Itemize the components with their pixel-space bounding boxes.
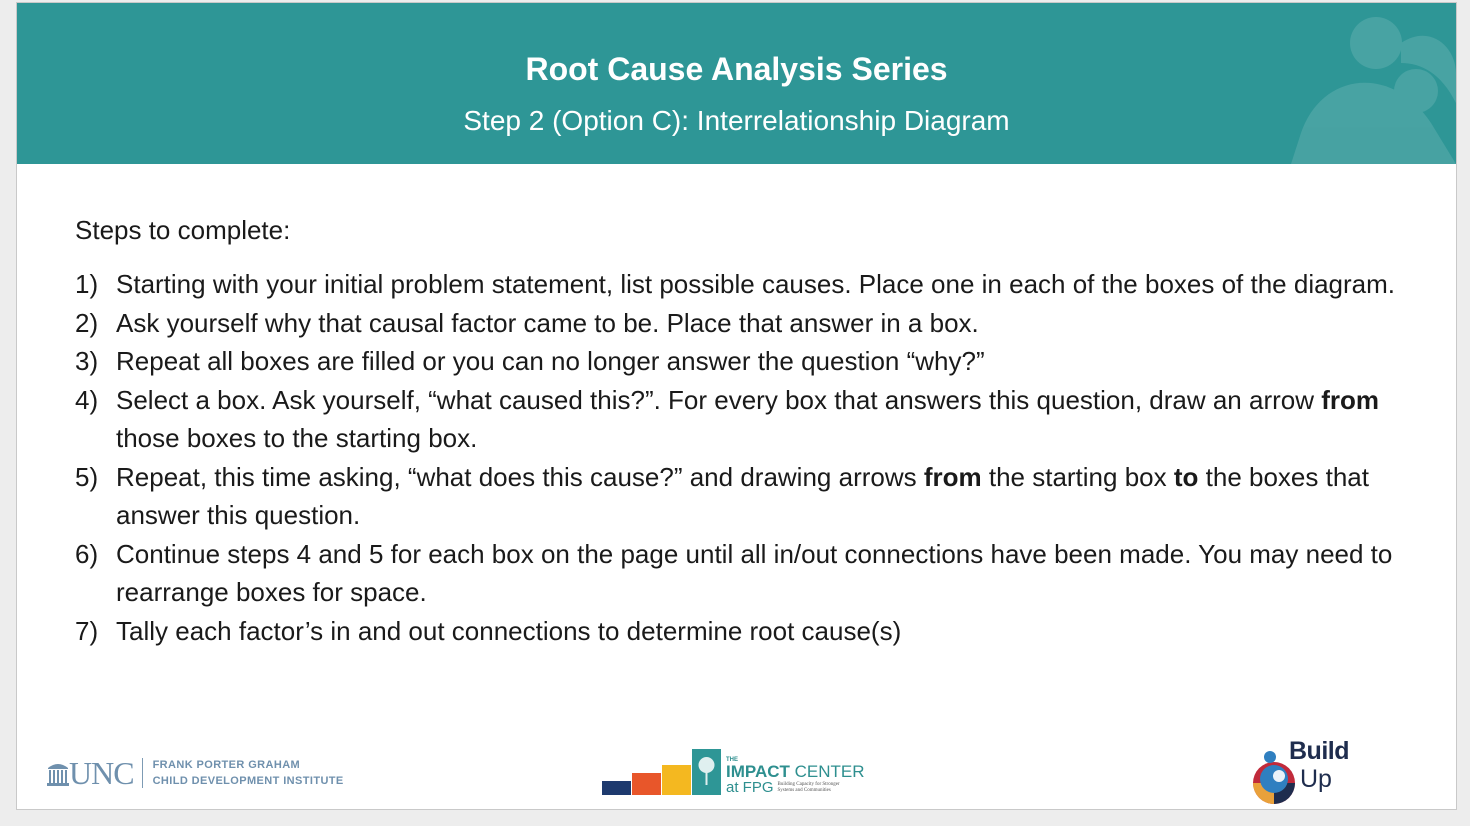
step-text-emphasis: from <box>1321 384 1380 415</box>
impact-tagline-2: Systems and Communities <box>777 787 831 793</box>
step-number: 6) <box>75 538 99 569</box>
step-text-segment: the boxes that answer this question. <box>116 461 1369 530</box>
build-up-logo <box>1247 737 1357 805</box>
impact-the: THE <box>726 757 738 763</box>
unc-divider <box>142 758 143 788</box>
impact-subline <box>726 780 865 795</box>
step-item <box>75 381 1405 458</box>
step-item <box>75 612 1405 651</box>
build-word: Build <box>1289 737 1349 765</box>
step-number: 4) <box>75 384 99 415</box>
impact-bars <box>602 749 722 795</box>
steps-heading: Steps to complete: <box>75 215 291 245</box>
step-text-emphasis: from <box>923 461 982 492</box>
impact-center-logo <box>602 745 865 795</box>
step-text-segment: Starting with your initial problem statement, list possible causes. Place one in each of the boxes of the diagram. <box>116 269 1396 299</box>
step-text-segment: Select a box. Ask yourself, “what caused this?”. For every box that answers this question, draw an arrow <box>116 384 1322 415</box>
impact-bar-teal <box>692 749 721 795</box>
step-number: 2) <box>75 307 99 338</box>
step-text <box>116 381 1405 458</box>
header-banner <box>17 3 1456 164</box>
center-word: CENTER <box>794 762 865 781</box>
step-text <box>116 304 1405 343</box>
impact-word: IMPACT <box>726 762 790 781</box>
step-item <box>75 342 1405 381</box>
old-well-icon <box>47 760 69 786</box>
step-text-segment: those boxes to the starting box. <box>116 423 478 453</box>
fpg-line-1: FRANK PORTER GRAHAM <box>152 759 301 771</box>
step-text <box>116 342 1405 381</box>
fpg-line-2: CHILD DEVELOPMENT INSTITUTE <box>152 775 344 787</box>
impact-bar-navy <box>602 781 631 795</box>
impact-bar-orange <box>632 773 661 795</box>
tree-icon <box>692 749 721 795</box>
step-number: 5) <box>75 461 99 492</box>
step-text-segment: Ask yourself why that causal factor came to be. Place that answer in a box. <box>116 307 979 338</box>
steps-list <box>75 265 1405 650</box>
step-item <box>75 458 1405 535</box>
unc-letters: UNC <box>69 754 134 791</box>
impact-title <box>726 763 865 780</box>
fpg-text <box>153 757 344 789</box>
step-text-emphasis: to <box>1173 461 1199 492</box>
step-item <box>75 265 1405 304</box>
step-text <box>116 265 1405 304</box>
step-text-segment: Continue steps 4 and 5 for each box on the page until all in/out connections have been made. You may need to rearrange boxes for space. <box>116 538 1393 607</box>
step-number: 3) <box>75 346 99 376</box>
step-item <box>75 535 1405 612</box>
impact-tagline <box>778 782 840 794</box>
slide <box>16 2 1457 810</box>
slide-subtitle: Step 2 (Option C): Interrelationship Diagram <box>463 105 1010 136</box>
slide-title: Root Cause Analysis Series <box>525 51 948 87</box>
up-word: Up <box>1300 765 1332 793</box>
impact-tagline-1: Building Capacity for Stronger <box>777 781 840 787</box>
impact-bar-yellow <box>662 765 691 795</box>
step-text-segment: Repeat, this time asking, “what does this cause?” and drawing arrows <box>116 461 924 492</box>
step-text <box>116 458 1405 535</box>
step-text <box>116 535 1405 612</box>
unc-wordmark <box>47 755 134 792</box>
unc-fpg-logo <box>47 753 344 793</box>
at-fpg: at FPG <box>726 779 774 796</box>
step-text-segment: the starting box <box>981 461 1174 492</box>
step-text-segment: Repeat all boxes are filled or you can no longer answer the question “why?” <box>116 346 985 376</box>
step-number: 7) <box>75 615 99 646</box>
step-item <box>75 304 1405 343</box>
step-text <box>116 612 1405 651</box>
impact-text <box>726 757 865 795</box>
step-number: 1) <box>75 269 99 299</box>
step-text-segment: Tally each factor’s in and out connections to determine root cause(s) <box>116 615 902 646</box>
